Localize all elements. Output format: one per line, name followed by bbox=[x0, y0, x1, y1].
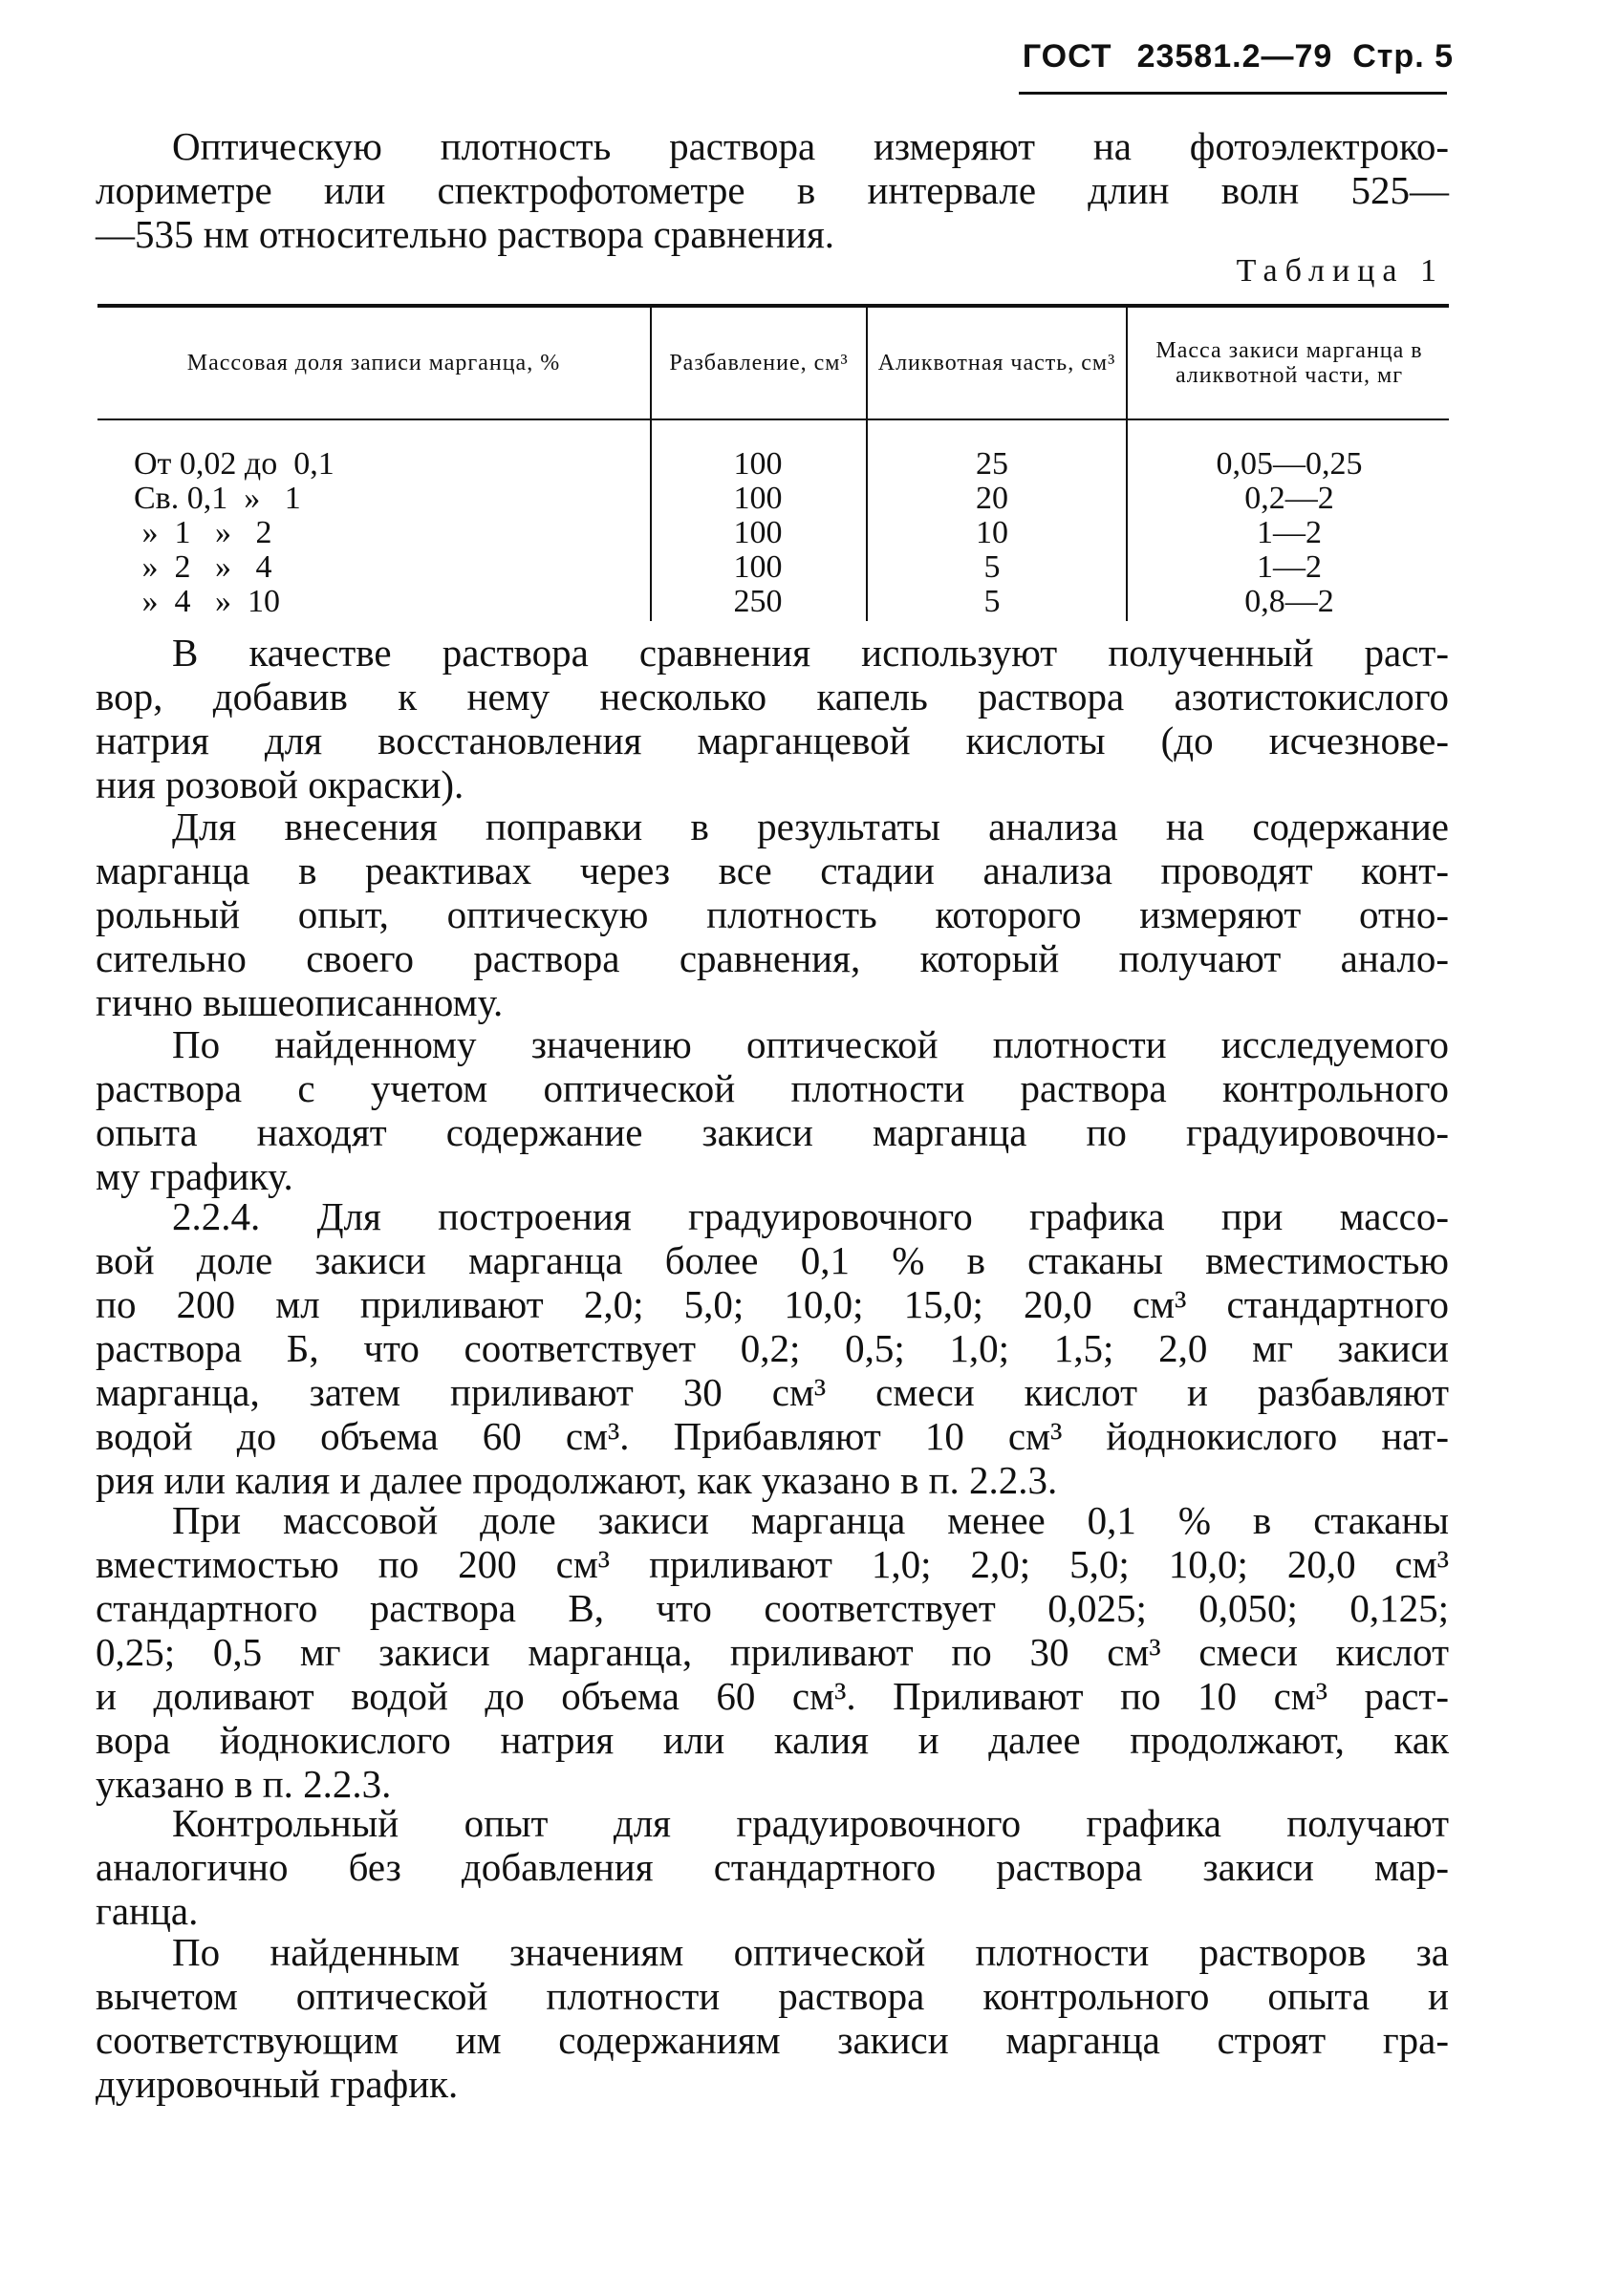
table-cell: » 2 » 4 bbox=[134, 549, 272, 585]
text-line: вместимостью по 200 см³ приливают 1,0; 2,0; 5,0; 10,0; 20,0 см³ bbox=[96, 1542, 1449, 1586]
text-line: соответствующим им содержаниям закиси марганца строят гра- bbox=[96, 2018, 1449, 2062]
text-line: Для внесения поправки в результаты анализа на содержание bbox=[172, 805, 1449, 848]
text-line: лориметре или спектрофотометре в интервале длин волн 525— bbox=[96, 168, 1449, 212]
text-line: раствора с учетом оптической плотности раствора контрольного bbox=[96, 1066, 1449, 1110]
data-table bbox=[97, 304, 1449, 621]
text-line: указано в п. 2.2.3. bbox=[96, 1762, 392, 1806]
text-line: дуировочный график. bbox=[96, 2062, 459, 2106]
table-cell: 10 bbox=[976, 515, 1008, 550]
page-header bbox=[1023, 38, 1454, 75]
paragraph-control-calibration bbox=[96, 1801, 1449, 1933]
text-line: вор, добавив к нему несколько капель раствора азотистокислого bbox=[96, 675, 1449, 719]
text-line: раствора Б, что соответствует 0,2; 0,5; 1,0; 1,5; 2,0 мг закиси bbox=[96, 1326, 1449, 1370]
text-line: По найденным значениям оптической плотности растворов за bbox=[172, 1930, 1449, 1974]
text-line: натрия для восстановления марганцевой кислоты (до исчезнове- bbox=[96, 719, 1449, 762]
text-line: гично вышеописанному. bbox=[96, 980, 504, 1024]
table-cell: 1—2 bbox=[1257, 549, 1322, 585]
table-cell: 25 bbox=[976, 446, 1008, 482]
text-line: рия или калия и далее продолжают, как указано в п. 2.2.3. bbox=[96, 1458, 1058, 1502]
column-divider bbox=[1126, 304, 1128, 621]
text-line: По найденному значению оптической плотности исследуемого bbox=[172, 1022, 1449, 1066]
text-line: и доливают водой до объема 60 см³. Приливают по 10 см³ раст- bbox=[96, 1674, 1449, 1718]
table-top-rule bbox=[97, 304, 1449, 308]
text-line: 0,25; 0,5 мг закиси марганца, приливают по 30 см³ смеси кислот bbox=[96, 1630, 1449, 1674]
doc-id: ГОСТ bbox=[1022, 38, 1112, 75]
paragraph-control-test bbox=[96, 805, 1449, 1024]
table-cell: 5 bbox=[983, 584, 1001, 619]
paragraph-2-2-4 bbox=[96, 1194, 1449, 1502]
text-line: Оптическую плотность раствора измеряют на фотоэлектроко- bbox=[172, 124, 1449, 168]
table-caption: Таблица 1 bbox=[1236, 253, 1444, 289]
text-line: рольный опыт, оптическую плотность которого измеряют отно- bbox=[96, 892, 1449, 936]
text-line: марганца, затем приливают 30 см³ смеси кислот и разбавляют bbox=[96, 1370, 1449, 1414]
text-line: ния розовой окраски). bbox=[96, 762, 464, 806]
text-line: по 200 мл приливают 2,0; 5,0; 10,0; 15,0; 20,0 см³ стандартного bbox=[96, 1282, 1449, 1326]
doc-number: 23581.2—79 bbox=[1136, 38, 1333, 75]
text-line: му графику. bbox=[96, 1154, 293, 1198]
table-cell: 250 bbox=[733, 584, 783, 619]
header-aliquot: Аликвотная часть, см³ bbox=[877, 351, 1116, 376]
paragraph-calibration-lookup bbox=[96, 1022, 1449, 1198]
paragraph-reference-solution bbox=[96, 631, 1449, 806]
table-cell: 1—2 bbox=[1257, 515, 1322, 550]
table-cell: » 1 » 2 bbox=[134, 515, 272, 550]
table-cell: 100 bbox=[733, 515, 783, 550]
table-cell: 0,2—2 bbox=[1244, 481, 1334, 516]
text-line: При массовой доле закиси марганца менее 0,1 % в стаканы bbox=[172, 1498, 1449, 1542]
table-cell: От 0,02 до 0,1 bbox=[134, 446, 335, 482]
table-cell: 0,05—0,25 bbox=[1216, 446, 1363, 482]
text-line: ганца. bbox=[96, 1889, 199, 1933]
text-line: Контрольный опыт для градуировочного графика получают bbox=[172, 1801, 1449, 1845]
text-line: водой до объема 60 см³. Прибавляют 10 см³ йоднокислого нат- bbox=[96, 1414, 1449, 1458]
header-mass-fraction: Массовая доля записи марганца, % bbox=[186, 351, 561, 376]
column-aliquot bbox=[868, 447, 1116, 619]
text-line: вычетом оптической плотности раствора контрольного опыта и bbox=[96, 1974, 1449, 2018]
text-line: В качестве раствора сравнения используют полученный раст- bbox=[172, 631, 1449, 675]
column-mass-oxide bbox=[1130, 447, 1449, 619]
text-line: стандартного раствора В, что соответствует 0,025; 0,050; 0,125; bbox=[96, 1586, 1449, 1630]
text-line: сительно своего раствора сравнения, который получают анало- bbox=[96, 936, 1449, 980]
text-line: вора йоднокислого натрия или калия и далее продолжают, как bbox=[96, 1718, 1449, 1762]
header-rule bbox=[1019, 92, 1447, 95]
intro-paragraph bbox=[96, 124, 1449, 256]
header-dilution: Разбавление, см³ bbox=[669, 351, 849, 376]
table-cell: 100 bbox=[733, 549, 783, 585]
table-cell: » 4 » 10 bbox=[134, 584, 280, 619]
table-cell: 5 bbox=[983, 549, 1001, 585]
text-line: —535 нм относительно раствора сравнения. bbox=[96, 212, 835, 256]
table-cell: Св. 0,1 » 1 bbox=[134, 481, 301, 516]
text-line: марганца в реактивах через все стадии анализа проводят конт- bbox=[96, 848, 1449, 892]
table-cell: 0,8—2 bbox=[1244, 584, 1334, 619]
table-cell: 100 bbox=[733, 446, 783, 482]
column-dilution bbox=[652, 447, 864, 619]
text-line: аналогично без добавления стандартного раствора закиси мар- bbox=[96, 1845, 1449, 1889]
text-line: опыта находят содержание закиси марганца по градуировочно- bbox=[96, 1110, 1449, 1154]
table-header-rule bbox=[97, 418, 1449, 420]
text-line: вой доле закиси марганца более 0,1 % в стаканы вместимостью bbox=[96, 1238, 1449, 1282]
table-cell: 20 bbox=[976, 481, 1008, 516]
paragraph-build-graph bbox=[96, 1930, 1449, 2106]
table-cell: 100 bbox=[733, 481, 783, 516]
header-mass-oxide: Масса закиси марганца в аликвотной части, мг bbox=[1155, 338, 1423, 388]
column-mass-fraction bbox=[134, 447, 593, 619]
paragraph-low-fraction bbox=[96, 1498, 1449, 1806]
page-number: Стр. 5 bbox=[1352, 38, 1454, 75]
text-line: 2.2.4. Для построения градуировочного графика при массо- bbox=[172, 1194, 1449, 1238]
